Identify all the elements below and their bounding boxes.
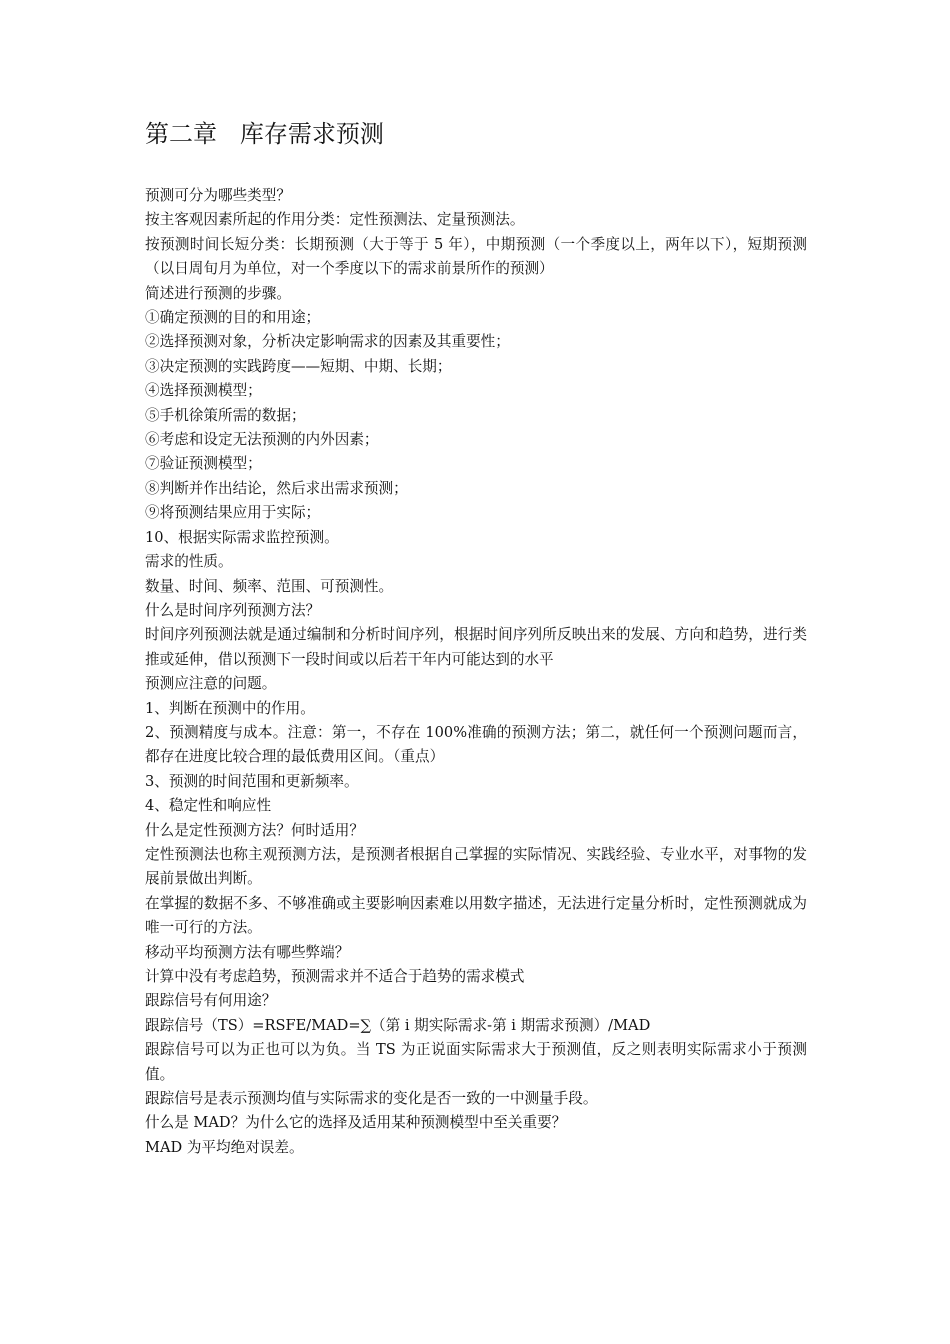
paragraph: 跟踪信号是表示预测均值与实际需求的变化是否一致的一中测量手段。 bbox=[145, 1090, 598, 1108]
paragraph: 预测可分为哪些类型？ bbox=[145, 187, 291, 204]
paragraph: 4、稳定性和响应性 bbox=[145, 797, 272, 815]
paragraph: 跟踪信号可以为正也可以为负。当 TS 为正说面实际需求大于预测值，反之则表明实际需求小于预测值。 bbox=[145, 1041, 807, 1083]
paragraph: MAD 为平均绝对误差。 bbox=[145, 1138, 304, 1156]
document-body bbox=[145, 184, 807, 1160]
paragraph: ⑦验证预测模型； bbox=[145, 455, 262, 473]
paragraph: 计算中没有考虑趋势，预测需求并不适合于趋势的需求模式 bbox=[145, 968, 525, 985]
paragraph: 时间序列预测法就是通过编制和分析时间序列，根据时间序列所反映出来的发展、方向和趋势，进行类推或延伸，借以预测下一段时间或以后若干年内可能达到的水平 bbox=[145, 626, 807, 668]
paragraph: 在掌握的数据不多、不够准确或主要影响因素难以用数字描述，无法进行定量分析时，定性预测就成为唯一可行的方法。 bbox=[145, 894, 807, 937]
paragraph: 简述进行预测的步骤。 bbox=[145, 284, 291, 302]
paragraph: 按主客观因素所起的作用分类：定性预测法、定量预测法。 bbox=[145, 211, 525, 229]
paragraph: ③决定预测的实践跨度——短期、中期、长期； bbox=[145, 357, 452, 375]
paragraph: 3、预测的时间范围和更新频率。 bbox=[145, 772, 359, 790]
paragraph: ⑤手机徐策所需的数据； bbox=[145, 406, 306, 424]
paragraph: 预测应注意的问题。 bbox=[145, 675, 277, 693]
paragraph: ⑥考虑和设定无法预测的内外因素； bbox=[145, 431, 379, 449]
paragraph: ①确定预测的目的和用途； bbox=[145, 309, 321, 327]
paragraph: 什么是 MAD？为什么它的选择及适用某种预测模型中至关重要？ bbox=[145, 1114, 567, 1132]
paragraph: 2、预测精度与成本。注意：第一，不存在 100%准确的预测方法；第二，就任何一个预测问题而言，都存在进度比较合理的最低费用区间。（重点） bbox=[145, 723, 807, 766]
paragraph: ②选择预测对象，分析决定影响需求的因素及其重要性； bbox=[145, 333, 510, 351]
paragraph: 定性预测法也称主观预测方法，是预测者根据自己掌握的实际情况、实践经验、专业水平，对事物的发展前景做出判断。 bbox=[145, 845, 807, 888]
paragraph: 10、根据实际需求监控预测。 bbox=[145, 528, 339, 546]
paragraph: 1、判断在预测中的作用。 bbox=[145, 699, 315, 717]
chapter-title: 第二章 库存需求预测 bbox=[145, 120, 384, 148]
paragraph: 什么是定性预测方法？何时适用？ bbox=[145, 821, 364, 839]
paragraph: 需求的性质。 bbox=[145, 553, 233, 571]
paragraph: 移动平均预测方法有哪些弊端？ bbox=[145, 943, 350, 961]
paragraph: 跟踪信号（TS）=RSFE/MAD=∑（第 i 期实际需求-第 i 期需求预测）/MAD bbox=[145, 1016, 651, 1034]
paragraph: ⑧判断并作出结论，然后求出需求预测； bbox=[145, 479, 408, 497]
paragraph: 按预测时间长短分类：长期预测（大于等于 5 年），中期预测（一个季度以上，两年以下），短期预测（以日周旬月为单位，对一个季度以下的需求前景所作的预测） bbox=[145, 235, 807, 278]
paragraph: 什么是时间序列预测方法？ bbox=[145, 601, 321, 619]
paragraph: ④选择预测模型； bbox=[145, 382, 262, 400]
paragraph: 数量、时间、频率、范围、可预测性。 bbox=[145, 577, 394, 595]
paragraph: ⑨将预测结果应用于实际； bbox=[145, 504, 321, 522]
paragraph: 跟踪信号有何用途？ bbox=[145, 992, 277, 1010]
